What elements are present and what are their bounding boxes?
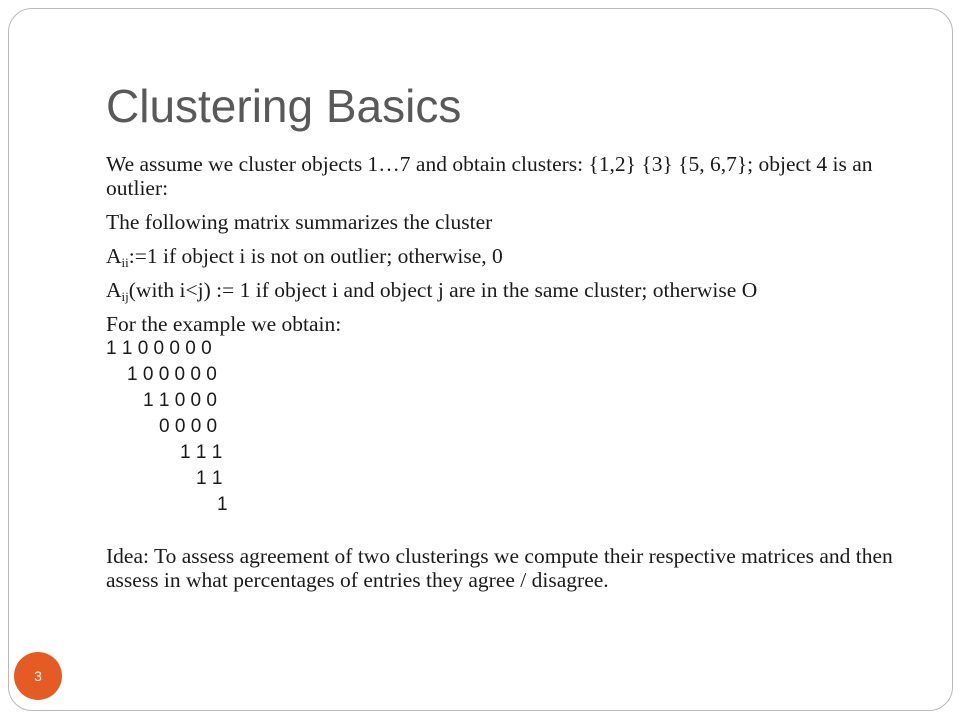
matrix-row: 1 1 1 (180, 442, 223, 463)
matrix-row: 1 (217, 494, 228, 515)
aii-text: :=1 if object i is not on outlier; otherwise, 0 (128, 244, 503, 268)
aij-symbol: A (106, 278, 122, 302)
aij-definition (106, 278, 906, 302)
aij-text: (with i<j) := 1 if object i and object j are in the same cluster; otherwise O (128, 278, 758, 302)
aij-subscript: ij (121, 289, 129, 304)
page-number-badge: 3 (14, 652, 62, 700)
cluster-matrix (106, 336, 906, 544)
matrix-row: 1 0 0 0 0 0 (127, 364, 217, 385)
matrix-intro-paragraph: The following matrix summarizes the cluster (106, 210, 493, 234)
idea-paragraph: Idea: To assess agreement of two clusterings we compute their respective matrices and then assess in what percentages of entries they agree / disagree. (106, 544, 893, 592)
aii-subscript: ii (121, 255, 129, 270)
intro-paragraph: We assume we cluster objects 1…7 and obtain clusters: {1,2} {3} {5, 6,7}; object 4 is an outlier: (106, 152, 873, 200)
matrix-row: 1 1 0 0 0 0 0 (106, 338, 212, 359)
slide-title: Clustering Basics (106, 80, 462, 132)
example-paragraph: For the example we obtain: (106, 312, 342, 336)
slide-body (106, 152, 906, 592)
matrix-row: 0 0 0 0 (159, 416, 218, 437)
matrix-row: 1 1 (196, 468, 223, 489)
matrix-spacer (106, 518, 906, 544)
aii-definition (106, 244, 906, 268)
aii-symbol: A (106, 244, 122, 268)
matrix-row: 1 1 0 0 0 (143, 390, 217, 411)
